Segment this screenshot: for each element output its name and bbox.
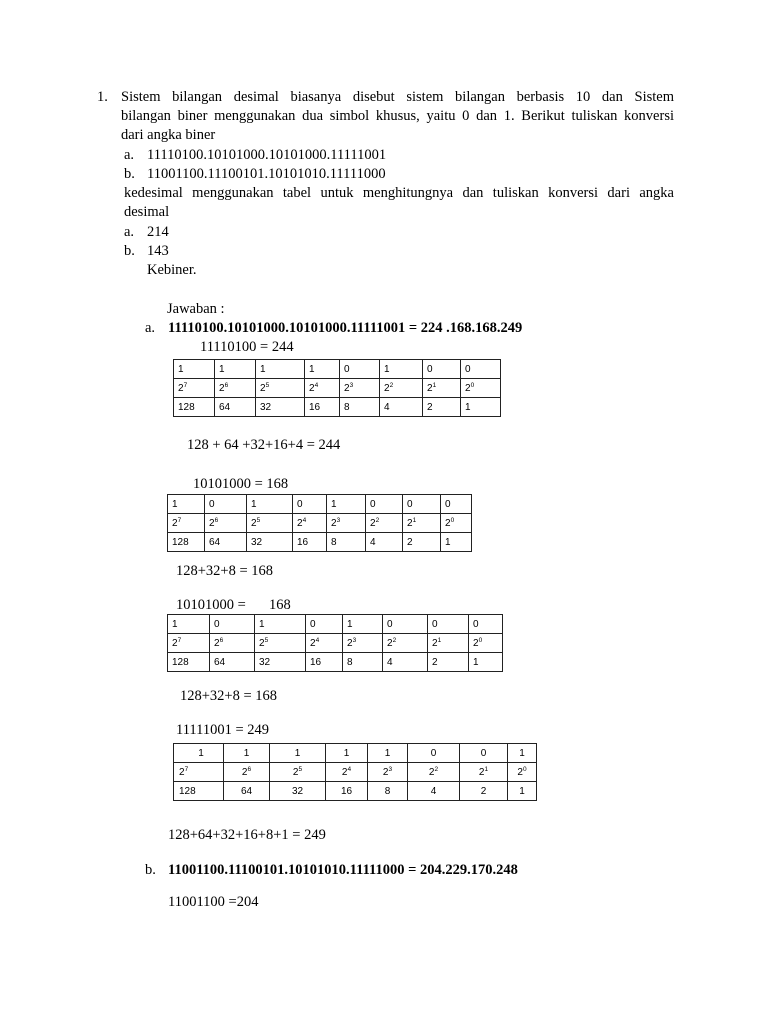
value-cell: 128 [168, 533, 205, 552]
power-exponent: 7 [177, 516, 182, 524]
bit-cell: 1 [255, 615, 306, 634]
block-caption: 11110100 = 244 [200, 339, 294, 355]
power-exponent: 5 [265, 381, 270, 389]
power-cell [327, 514, 366, 533]
bit-cell: 1 [256, 360, 305, 379]
binary-table [173, 743, 537, 801]
value-cell: 16 [305, 398, 340, 417]
value-cell: 1 [461, 398, 501, 417]
bit-cell: 1 [326, 744, 368, 763]
power-base: 2 [478, 766, 485, 778]
value-cell: 32 [256, 398, 305, 417]
power-base: 2 [172, 517, 178, 529]
power-cell [306, 634, 343, 653]
value-cell: 64 [224, 782, 270, 801]
bit-cell: 1 [270, 744, 326, 763]
value-cell: 1 [469, 653, 503, 672]
power-cell [247, 514, 293, 533]
power-base: 2 [473, 637, 479, 649]
value-cell: 128 [174, 782, 224, 801]
power-cell [423, 379, 461, 398]
value-cell: 1 [508, 782, 537, 801]
answer-b-label: b. [145, 862, 156, 878]
power-exponent: 6 [224, 381, 229, 389]
value-cell: 4 [366, 533, 403, 552]
power-cell [343, 634, 383, 653]
answer-b-title: 11001100.11100101.10101010.11111000 = 204.229.170.248 [168, 862, 518, 878]
power-base: 2 [309, 382, 315, 394]
power-base: 2 [347, 637, 353, 649]
power-exponent: 1 [412, 516, 417, 524]
answer-a-label: a. [145, 320, 156, 336]
power-exponent: 1 [437, 636, 442, 644]
power-base: 2 [344, 382, 350, 394]
answer-heading: Jawaban : [167, 301, 225, 317]
power-exponent: 4 [302, 516, 307, 524]
power-cell [380, 379, 423, 398]
power-cell [460, 763, 508, 782]
value-cell: 64 [215, 398, 256, 417]
value-cell: 4 [408, 782, 460, 801]
value-cell: 128 [174, 398, 215, 417]
value-cell: 32 [270, 782, 326, 801]
bit-cell: 1 [168, 615, 210, 634]
power-cell [508, 763, 537, 782]
power-base: 2 [387, 637, 393, 649]
list-item-label: b. [124, 243, 135, 259]
power-base: 2 [209, 517, 215, 529]
power-base: 2 [260, 382, 266, 394]
kebiner-text: Kebiner. [147, 262, 197, 278]
power-exponent: 0 [450, 516, 455, 524]
bit-cell: 0 [366, 495, 403, 514]
bit-cell: 0 [408, 744, 460, 763]
bit-cell: 0 [461, 360, 501, 379]
list-item-text: 214 [147, 224, 169, 240]
bit-cell: 0 [210, 615, 255, 634]
bit-cell: 1 [174, 744, 224, 763]
power-cell [368, 763, 408, 782]
question-line-1: Sistem bilangan desimal biasanya disebut sistem bilangan berbasis 10 dan Sistem [121, 89, 674, 105]
power-cell [428, 634, 469, 653]
bit-cell: 0 [403, 495, 441, 514]
power-exponent: 0 [522, 765, 527, 773]
bit-cell: 1 [368, 744, 408, 763]
power-base: 2 [251, 517, 257, 529]
list-item-text: 143 [147, 243, 169, 259]
value-cell: 8 [368, 782, 408, 801]
power-cell [305, 379, 340, 398]
bit-cell: 0 [306, 615, 343, 634]
power-cell [441, 514, 472, 533]
power-exponent: 3 [349, 381, 354, 389]
bit-cell: 1 [343, 615, 383, 634]
power-base: 2 [331, 517, 337, 529]
value-cell: 8 [343, 653, 383, 672]
power-base: 2 [341, 766, 348, 778]
power-base: 2 [241, 766, 248, 778]
binary-table [167, 494, 472, 552]
power-cell [168, 634, 210, 653]
power-exponent: 6 [214, 516, 219, 524]
value-cell: 2 [428, 653, 469, 672]
power-exponent: 1 [432, 381, 437, 389]
bit-cell: 0 [469, 615, 503, 634]
power-cell [340, 379, 380, 398]
power-exponent: 7 [183, 381, 188, 389]
power-exponent: 7 [184, 765, 189, 773]
power-cell [408, 763, 460, 782]
value-cell: 32 [255, 653, 306, 672]
power-base: 2 [292, 766, 299, 778]
power-cell [205, 514, 247, 533]
power-exponent: 2 [392, 636, 397, 644]
power-exponent: 3 [336, 516, 341, 524]
list-item-label: a. [124, 224, 135, 240]
block-caption-value: 168 [269, 597, 291, 613]
bit-cell: 1 [327, 495, 366, 514]
power-exponent: 3 [388, 765, 393, 773]
value-cell: 1 [441, 533, 472, 552]
block-caption: 11111001 = 249 [176, 722, 270, 738]
power-exponent: 6 [219, 636, 224, 644]
power-base: 2 [445, 517, 451, 529]
value-cell: 16 [293, 533, 327, 552]
value-cell: 16 [326, 782, 368, 801]
answer-b-first-line: 11001100 =204 [168, 894, 259, 910]
power-base: 2 [432, 637, 438, 649]
power-base: 2 [172, 637, 178, 649]
power-cell [270, 763, 326, 782]
power-base: 2 [407, 517, 413, 529]
power-cell [210, 634, 255, 653]
value-cell: 64 [210, 653, 255, 672]
power-base: 2 [465, 382, 471, 394]
bit-cell: 0 [383, 615, 428, 634]
power-exponent: 5 [264, 636, 269, 644]
power-base: 2 [179, 766, 185, 778]
value-cell: 64 [205, 533, 247, 552]
bit-cell: 1 [174, 360, 215, 379]
power-base: 2 [259, 637, 265, 649]
power-cell [326, 763, 368, 782]
bit-cell: 0 [428, 615, 469, 634]
bit-cell: 0 [340, 360, 380, 379]
binary-table [173, 359, 501, 417]
question-line-5: desimal [124, 204, 170, 220]
power-base: 2 [178, 382, 184, 394]
power-cell [224, 763, 270, 782]
value-cell: 32 [247, 533, 293, 552]
block-caption: 10101000 = 168 [193, 476, 289, 492]
list-item-text: 11001100.11100101.10101010.11111000 [147, 166, 386, 182]
power-base: 2 [310, 637, 316, 649]
answer-a-title: 11110100.10101000.10101000.11111001 = 224 .168.168.249 [168, 320, 523, 336]
sum-line: 128+64+32+16+8+1 = 249 [168, 827, 326, 843]
value-cell: 4 [380, 398, 423, 417]
bit-cell: 0 [423, 360, 461, 379]
value-cell: 2 [423, 398, 461, 417]
value-cell: 16 [306, 653, 343, 672]
list-item-label: b. [124, 166, 135, 182]
power-cell [383, 634, 428, 653]
question-line-4: kedesimal menggunakan tabel untuk menghitungnya dan tuliskan konversi dari angka [124, 185, 674, 201]
sum-line: 128 + 64 +32+16+4 = 244 [187, 437, 341, 453]
power-cell [366, 514, 403, 533]
block-caption: 10101000 = [176, 597, 246, 613]
power-exponent: 2 [389, 381, 394, 389]
power-exponent: 2 [434, 765, 439, 773]
power-exponent: 4 [347, 765, 352, 773]
question-line-3: dari angka biner [121, 127, 216, 143]
power-cell [256, 379, 305, 398]
sum-line: 128+32+8 = 168 [180, 688, 278, 704]
power-cell [469, 634, 503, 653]
bit-cell: 1 [508, 744, 537, 763]
value-cell: 2 [460, 782, 508, 801]
power-exponent: 1 [484, 765, 489, 773]
power-base: 2 [517, 766, 523, 778]
question-number: 1. [97, 89, 108, 105]
bit-cell: 1 [305, 360, 340, 379]
value-cell: 2 [403, 533, 441, 552]
power-base: 2 [384, 382, 390, 394]
bit-cell: 1 [224, 744, 270, 763]
power-cell [403, 514, 441, 533]
power-exponent: 5 [298, 765, 303, 773]
question-line-2: bilangan biner menggunakan dua simbol khusus, yaitu 0 dan 1. Berikut tuliskan konversi [121, 108, 674, 124]
power-exponent: 3 [352, 636, 357, 644]
bit-cell: 0 [460, 744, 508, 763]
power-cell [461, 379, 501, 398]
power-base: 2 [428, 766, 435, 778]
power-exponent: 0 [478, 636, 483, 644]
power-base: 2 [297, 517, 303, 529]
power-base: 2 [219, 382, 225, 394]
power-exponent: 4 [314, 381, 319, 389]
bit-cell: 0 [441, 495, 472, 514]
list-item-label: a. [124, 147, 135, 163]
bit-cell: 1 [247, 495, 293, 514]
bit-cell: 0 [293, 495, 327, 514]
power-exponent: 4 [315, 636, 320, 644]
bit-cell: 1 [380, 360, 423, 379]
power-cell [174, 763, 224, 782]
power-base: 2 [214, 637, 220, 649]
power-cell [215, 379, 256, 398]
list-item-text: 11110100.10101000.10101000.11111001 [147, 147, 387, 163]
power-exponent: 0 [470, 381, 475, 389]
bit-cell: 1 [215, 360, 256, 379]
power-base: 2 [382, 766, 389, 778]
power-cell [174, 379, 215, 398]
value-cell: 4 [383, 653, 428, 672]
power-base: 2 [370, 517, 376, 529]
power-base: 2 [427, 382, 433, 394]
power-cell [293, 514, 327, 533]
sum-line: 128+32+8 = 168 [176, 563, 274, 579]
binary-table [167, 614, 503, 672]
power-exponent: 7 [177, 636, 182, 644]
bit-cell: 1 [168, 495, 205, 514]
bit-cell: 0 [205, 495, 247, 514]
power-cell [168, 514, 205, 533]
power-exponent: 5 [256, 516, 261, 524]
value-cell: 128 [168, 653, 210, 672]
power-exponent: 2 [375, 516, 380, 524]
value-cell: 8 [327, 533, 366, 552]
value-cell: 8 [340, 398, 380, 417]
power-exponent: 6 [247, 765, 252, 773]
power-cell [255, 634, 306, 653]
